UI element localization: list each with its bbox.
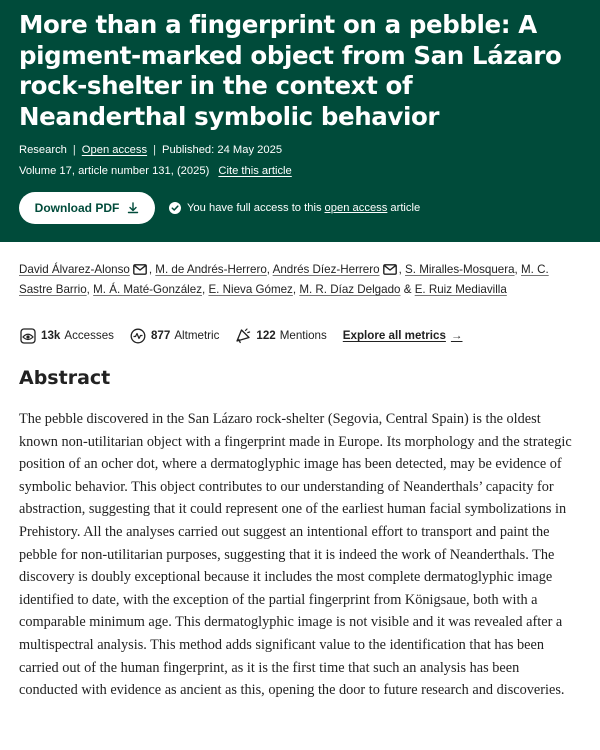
email-icon[interactable] <box>383 264 397 275</box>
article-type: Research <box>19 144 67 156</box>
abstract-heading: Abstract <box>19 367 111 389</box>
altmetric-metric <box>130 328 219 344</box>
author-link[interactable]: M. de Andrés-Herrero <box>155 263 267 276</box>
article-citation-info <box>19 164 580 178</box>
download-pdf-button[interactable] <box>19 192 155 224</box>
accesses-count: 13k <box>41 329 61 342</box>
check-circle-icon <box>169 202 181 214</box>
download-pdf-label: Download PDF <box>34 201 120 215</box>
author-list: David Álvarez-Alonso , M. de Andrés-Herrero, Andrés Díez-Herrero , S. Miralles-Mosquera, M. C. Sastre Barrio, M. Á. Maté-González, E. Nieva Gómez, M. R. Díaz Delgado & E. Ruiz Mediavilla <box>19 263 549 296</box>
author-link[interactable]: M. R. Díaz Delgado <box>299 283 401 296</box>
abstract-text: The pebble discovered in the San Lázaro rock-shelter (Segovia, Central Spain) is the oldest known non-utilitarian object with a fingerprint made in Europe. Its morphology and the strategic position of an ocher dot, where a dermatoglyphic image has been detected, may be evidence of symbolic behavior. This object contributes to our understanding of Neanderthals’ capacity for abstraction, suggesting that it could represent one of the earliest human facial symbolizations in Prehistory. All the analyses carried out suggest an intentional effort to transport and paint the pebble for non-utilitarian purposes, suggesting that it is indeed the work of Neanderthals. The discovery is doubly exceptional because it includes the most complete dermatoglyphic image identified to date, with the exception of the partial fingerprint from Königsaue, both with a comparable minimum age. This dermatoglyphic image is not visible and it was revealed after a multispectral analysis. This method adds significant value to the identification that has been carried out of the human fingerprint, as it is the first time that such an analysis has been conducted with evidence as ancient as this, opening the door to future research and discoveries. <box>19 411 572 699</box>
open-access-link[interactable]: Open access <box>81 144 148 156</box>
meta-separator: | <box>153 144 156 156</box>
download-icon <box>127 202 139 214</box>
megaphone-icon <box>235 328 251 344</box>
arrow-right-icon: → <box>450 329 463 342</box>
author-link[interactable]: E. Nieva Gómez <box>208 283 293 296</box>
mentions-metric <box>235 328 326 344</box>
accesses-metric <box>20 328 114 344</box>
meta-separator: | <box>72 144 76 156</box>
article-header <box>0 0 600 242</box>
mentions-label: Mentions <box>279 329 327 342</box>
metrics-bar <box>0 300 600 344</box>
altmetric-count: 877 <box>150 329 171 342</box>
author-ampersand: & <box>403 283 412 296</box>
cite-this-article-link[interactable]: Cite this article <box>218 165 292 177</box>
article-actions <box>19 192 420 224</box>
eye-icon <box>20 328 36 344</box>
volume-info: Volume 17, article number 131, (2025) <box>19 165 210 177</box>
article-meta <box>19 143 580 157</box>
author-link[interactable]: M. Á. Maté-González <box>93 283 202 296</box>
altmetric-label: Altmetric <box>174 329 220 342</box>
full-access-notice <box>169 202 420 214</box>
access-prefix: You have full access to this <box>187 202 322 214</box>
author-link[interactable]: S. Miralles-Mosquera <box>405 263 515 276</box>
published-date: Published: 24 May 2025 <box>162 144 283 156</box>
altmetric-icon <box>130 328 146 344</box>
explore-metrics-link[interactable] <box>343 329 463 342</box>
author-link[interactable]: M. C. Sastre Barrio <box>19 263 549 296</box>
article-title: More than a fingerprint on a pebble: A pigment-marked object from San Lázaro rock-shelter in the context of Neanderthal symbolic behavior <box>19 10 562 131</box>
author-link[interactable]: David Álvarez-Alonso <box>19 263 130 276</box>
access-open-access-link[interactable]: open access <box>324 202 388 214</box>
access-suffix: article <box>390 202 421 214</box>
author-link[interactable]: Andrés Díez-Herrero <box>272 263 380 276</box>
mentions-count: 122 <box>256 329 276 342</box>
author-link[interactable]: E. Ruiz Mediavilla <box>414 283 507 296</box>
accesses-label: Accesses <box>64 329 114 342</box>
explore-metrics-label: Explore all metrics <box>342 329 446 342</box>
email-icon[interactable] <box>133 264 147 275</box>
